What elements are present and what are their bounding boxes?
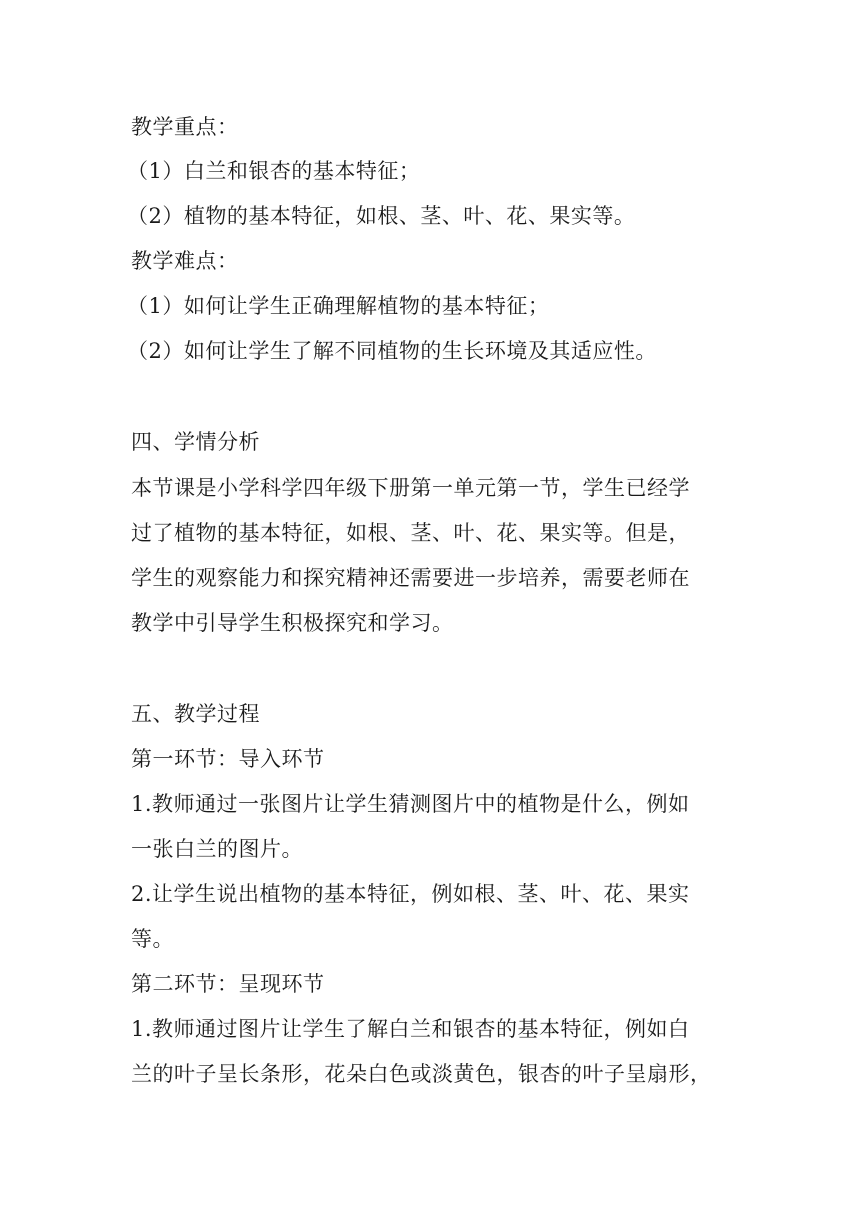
step-1-item-1-line: 一张白兰的图片。: [131, 837, 303, 861]
step-2-item-1-line: 兰的叶子呈长条形，花朵白色或淡黄色，银杏的叶子呈扇形，: [131, 1062, 712, 1086]
section-4-paragraph-line: 学生的观察能力和探究精神还需要进一步培养，需要老师在: [131, 566, 690, 590]
section-5-heading: 五、教学过程: [131, 702, 260, 726]
step-1-item-2-line: 2.让学生说出植物的基本特征，例如根、茎、叶、花、果实: [131, 882, 690, 906]
section-4-paragraph-line: 教学中引导学生积极探究和学习。: [131, 611, 454, 635]
step-1-item-2-line: 等。: [131, 927, 174, 951]
difficult-point-item-1: （1）如何让学生正确理解植物的基本特征；: [127, 294, 550, 318]
section-4-paragraph-line: 本节课是小学科学四年级下册第一单元第一节，学生已经学: [131, 476, 690, 500]
key-point-item-1: （1）白兰和银杏的基本特征；: [127, 159, 421, 183]
key-points-heading: 教学重点：: [131, 115, 239, 139]
section-4-paragraph-line: 过了植物的基本特征，如根、茎、叶、花、果实等。但是，: [131, 521, 690, 545]
step-2-item-1-line: 1.教师通过图片让学生了解白兰和银杏的基本特征，例如白: [131, 1017, 690, 1041]
step-1-item-1-line: 1.教师通过一张图片让学生猜测图片中的植物是什么，例如: [131, 792, 690, 816]
difficult-points-heading: 教学难点：: [131, 249, 239, 273]
step-2-heading: 第二环节：呈现环节: [131, 972, 325, 996]
step-1-heading: 第一环节：导入环节: [131, 747, 325, 771]
difficult-point-item-2: （2）如何让学生了解不同植物的生长环境及其适应性。: [127, 339, 657, 363]
key-point-item-2: （2）植物的基本特征，如根、茎、叶、花、果实等。: [127, 204, 636, 228]
section-4-heading: 四、学情分析: [131, 430, 260, 454]
